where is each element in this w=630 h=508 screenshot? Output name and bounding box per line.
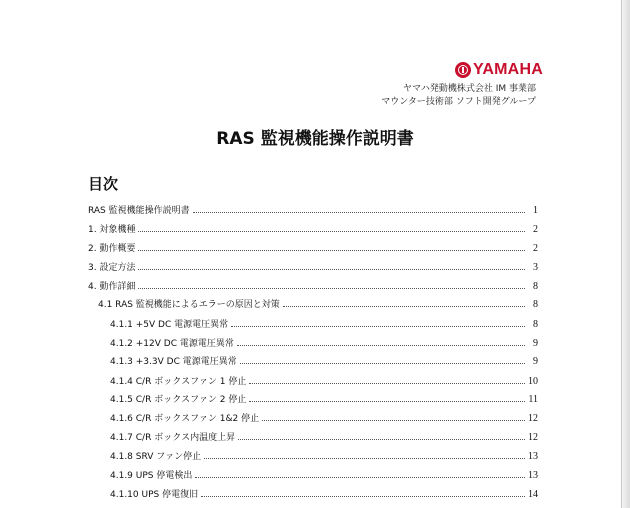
toc-entry[interactable] bbox=[88, 241, 538, 253]
toc-entry[interactable] bbox=[110, 468, 538, 480]
toc-entry-page: 2 bbox=[533, 243, 538, 254]
toc-entry-text: 4.1.8 SRV ファン停止 bbox=[110, 452, 202, 462]
toc-entry[interactable] bbox=[110, 374, 538, 386]
toc-entry-text: 4.1.2 +12V DC 電源電圧異常 bbox=[110, 339, 234, 349]
toc-leader-dots bbox=[231, 317, 525, 327]
page-edge bbox=[621, 0, 630, 508]
company-info bbox=[276, 83, 536, 109]
tuning-fork-emblem-icon bbox=[455, 62, 471, 78]
toc-entry-page: 8 bbox=[533, 281, 538, 292]
toc-entry-text: 4.1.9 UPS 停電検出 bbox=[110, 471, 193, 481]
toc-entry-page: 9 bbox=[533, 356, 538, 367]
toc-leader-dots bbox=[204, 449, 525, 459]
toc-entry-text: 4.1.7 C/R ボックス内温度上昇 bbox=[110, 433, 236, 443]
toc-leader-dots bbox=[138, 260, 525, 270]
toc-entry-page: 9 bbox=[533, 338, 538, 349]
toc-entry-text: 2. 動作概要 bbox=[88, 244, 136, 254]
toc-entry-page: 14 bbox=[528, 489, 538, 500]
toc-entry[interactable] bbox=[110, 317, 538, 329]
toc-leader-dots bbox=[237, 336, 525, 346]
toc-entry[interactable] bbox=[98, 297, 538, 309]
toc-entry[interactable] bbox=[110, 392, 538, 404]
toc-entry-page: 13 bbox=[528, 470, 538, 481]
toc-leader-dots bbox=[138, 222, 525, 232]
toc-entry-text: 4.1.5 C/R ボックスファン 2 停止 bbox=[110, 395, 247, 405]
toc-entry[interactable] bbox=[110, 336, 538, 348]
toc-entry-text: 4.1.1 +5V DC 電源電圧異常 bbox=[110, 320, 229, 330]
toc-entry[interactable] bbox=[88, 279, 538, 291]
toc-entry-page: 11 bbox=[528, 394, 538, 405]
toc-heading: 目次 bbox=[88, 175, 119, 193]
toc-entry-page: 10 bbox=[528, 376, 538, 387]
toc-entry-page: 12 bbox=[528, 432, 538, 443]
toc-entry[interactable] bbox=[110, 354, 538, 366]
toc-leader-dots bbox=[201, 487, 525, 497]
toc-entry-text: RAS 監視機能操作説明書 bbox=[88, 206, 190, 216]
toc-leader-dots bbox=[249, 374, 525, 384]
brand-wordmark: YAMAHA bbox=[473, 61, 543, 78]
company-line-1: ヤマハ発動機株式会社 IM 事業部 bbox=[402, 84, 536, 94]
toc-entry-text: 4. 動作詳細 bbox=[88, 282, 136, 292]
toc-leader-dots bbox=[138, 241, 525, 251]
toc-entry-text: 3. 設定方法 bbox=[88, 263, 136, 273]
toc-entry-text: 4.1.6 C/R ボックスファン 1&2 停止 bbox=[110, 414, 260, 424]
toc-entry-text: 4.1 RAS 監視機能によるエラーの原因と対策 bbox=[98, 300, 280, 310]
toc-entry-text: 4.1.3 +3.3V DC 電源電圧異常 bbox=[110, 357, 237, 367]
yamaha-logo bbox=[455, 61, 543, 79]
toc-leader-dots bbox=[240, 354, 525, 364]
toc-entry-text: 4.1.4 C/R ボックスファン 1 停止 bbox=[110, 377, 247, 387]
toc-entry-page: 8 bbox=[533, 299, 538, 310]
toc-leader-dots bbox=[195, 468, 525, 478]
toc-entry[interactable] bbox=[88, 222, 538, 234]
toc-entry[interactable] bbox=[88, 260, 538, 272]
toc-entry-page: 13 bbox=[528, 451, 538, 462]
toc-entry[interactable] bbox=[110, 487, 538, 499]
toc-leader-dots bbox=[238, 430, 525, 440]
toc-entry[interactable] bbox=[110, 449, 538, 461]
toc-entry[interactable] bbox=[110, 411, 538, 423]
toc-leader-dots bbox=[249, 392, 525, 402]
toc-entry-page: 8 bbox=[533, 319, 538, 330]
toc-entry-text: 4.1.10 UPS 停電復旧 bbox=[110, 490, 199, 500]
toc-entry-text: 1. 対象機種 bbox=[88, 225, 136, 235]
toc-entry-page: 2 bbox=[533, 224, 538, 235]
toc-entry[interactable] bbox=[110, 430, 538, 442]
company-line-2: マウンター技術部 ソフト開発グループ bbox=[381, 97, 536, 107]
toc-leader-dots bbox=[262, 411, 525, 421]
toc-leader-dots bbox=[283, 297, 525, 307]
toc-leader-dots bbox=[193, 203, 525, 213]
document-title: RAS 監視機能操作説明書 bbox=[216, 129, 414, 149]
toc-entry-page: 1 bbox=[533, 205, 538, 216]
toc-entry-page: 3 bbox=[533, 262, 538, 273]
toc-entry[interactable] bbox=[88, 203, 538, 215]
toc-entry-page: 12 bbox=[528, 413, 538, 424]
toc-leader-dots bbox=[138, 279, 525, 289]
